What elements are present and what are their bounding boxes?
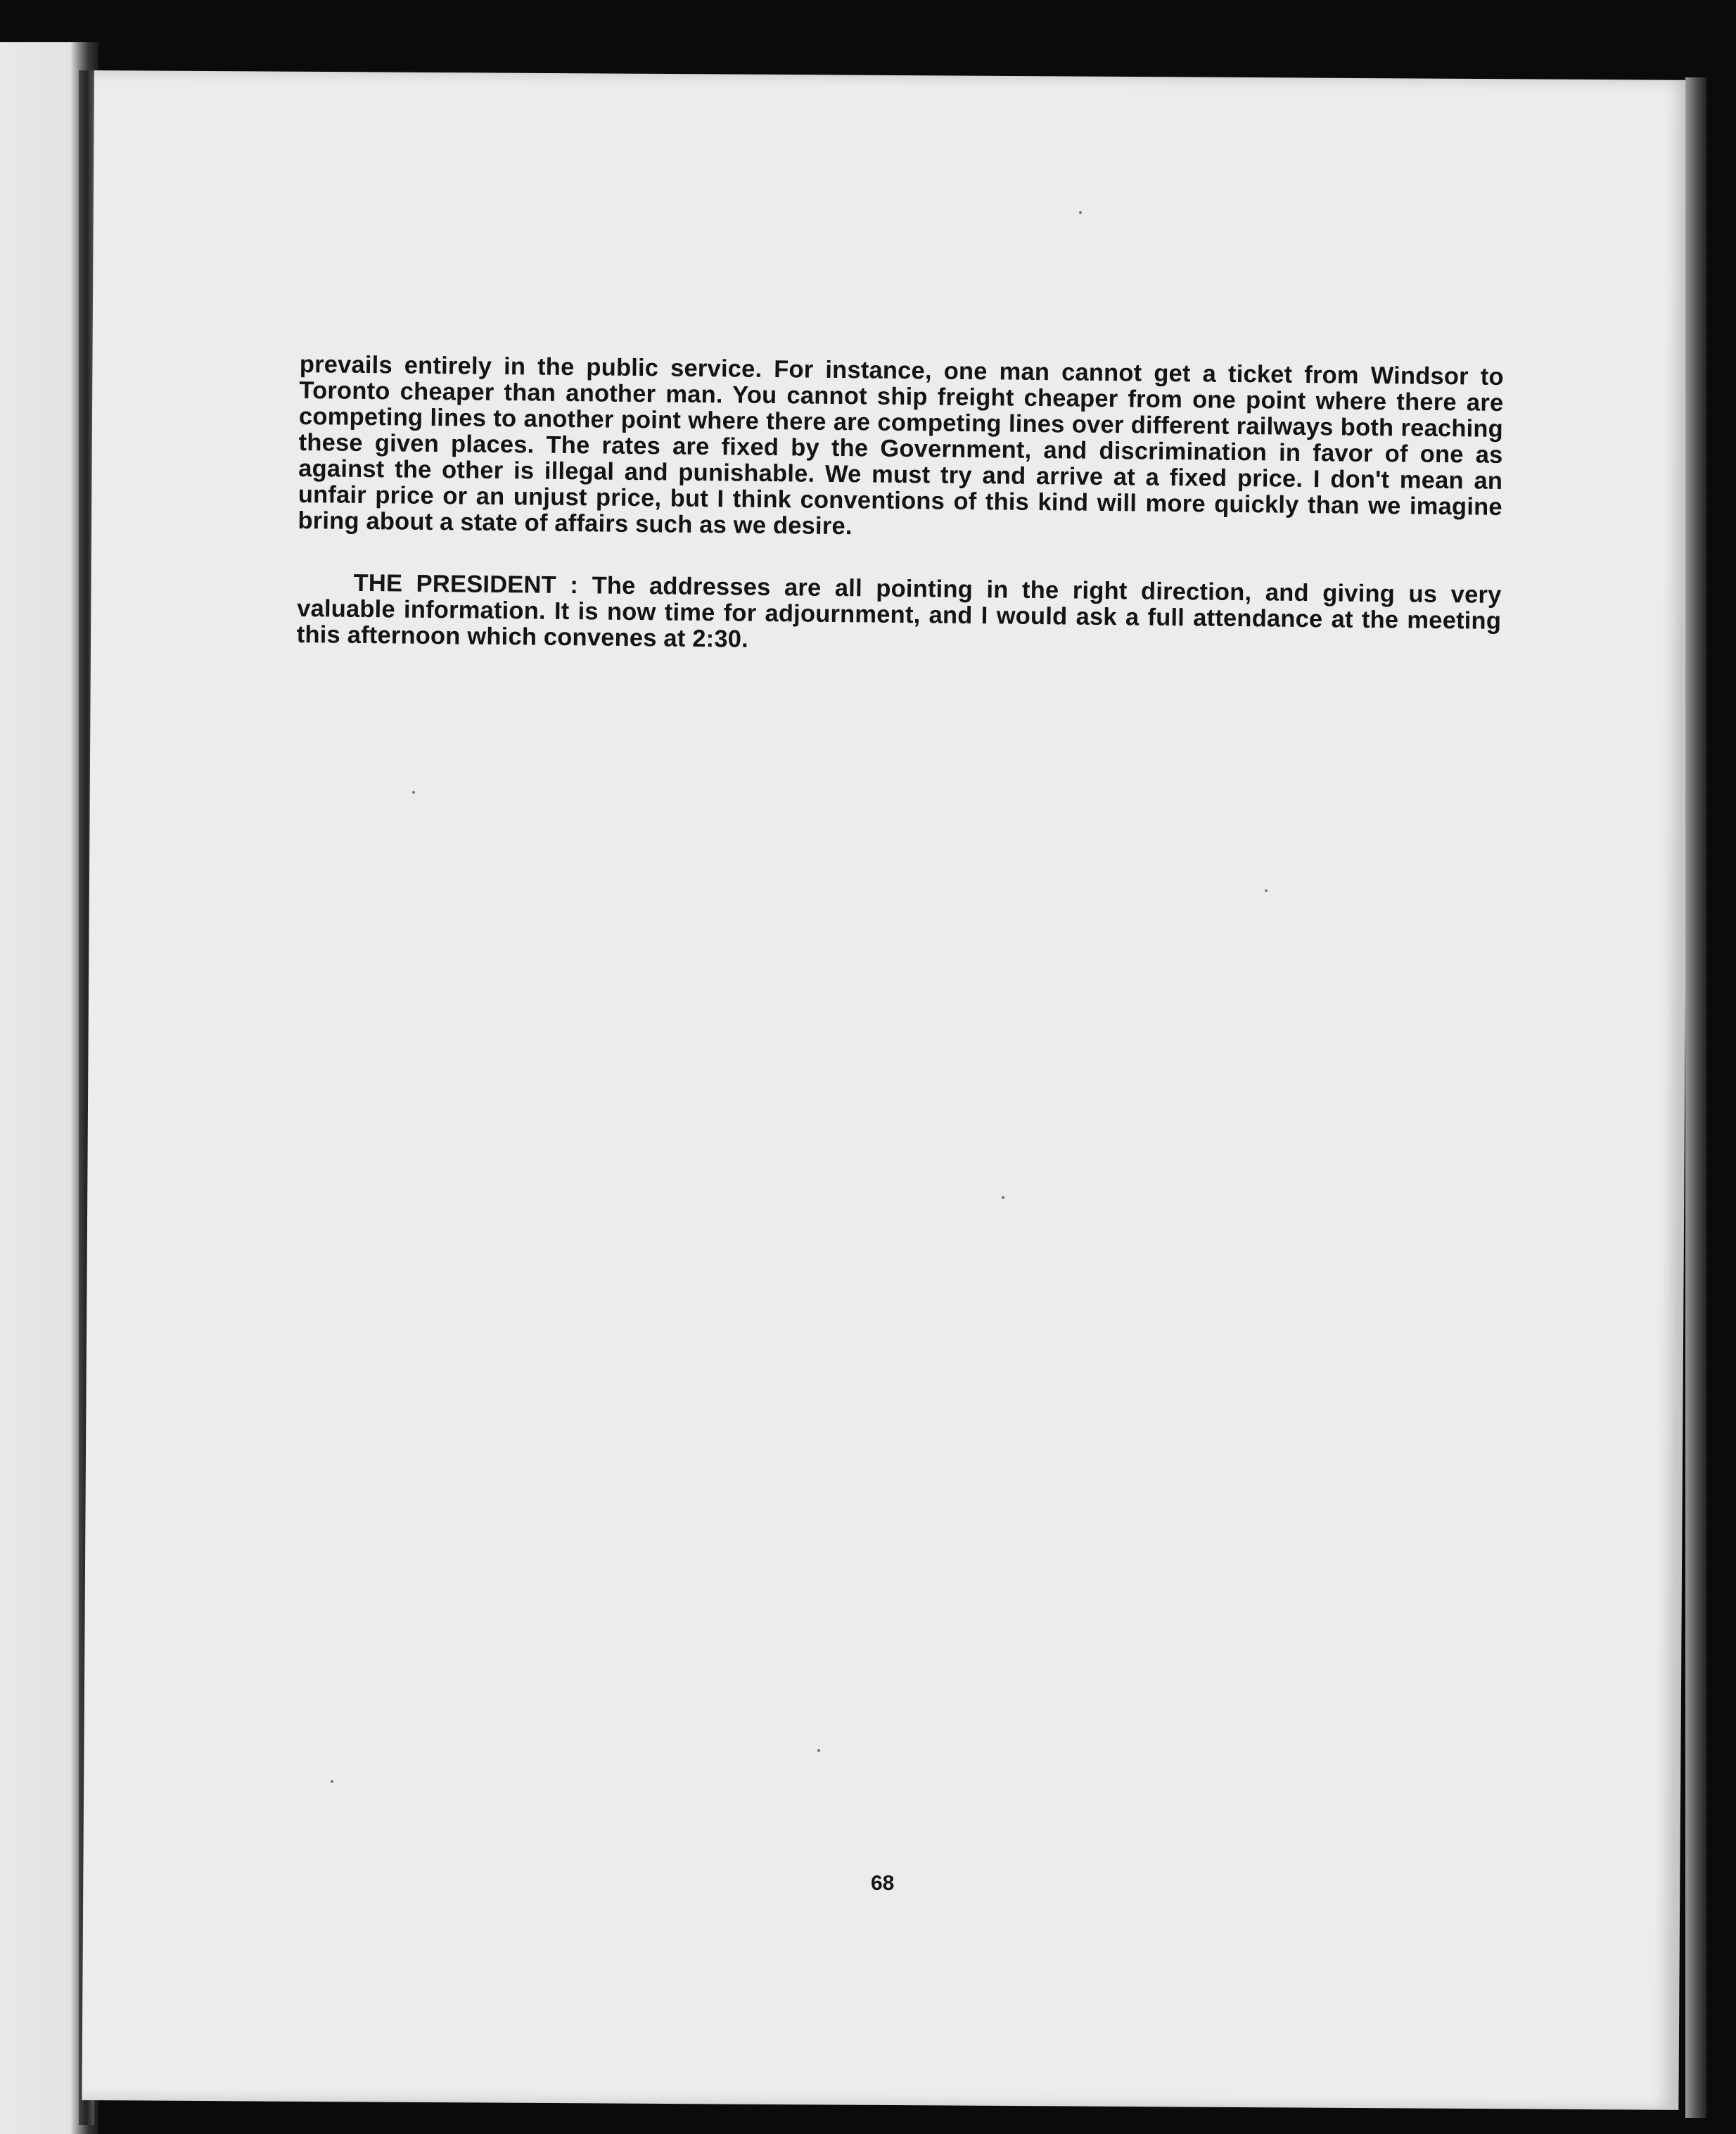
page-number: 68	[871, 1872, 895, 1895]
paragraph-1: prevails entirely in the public service. For instance, one man cannot get a ticket from Windsor to Toronto cheaper than another man. You cannot ship freight cheaper from one point where there are competing lines to another point where there are competing lines over different railways both reaching these given places. The rates are fixed by the Government, and discrimination in favor of one as against the other is illegal and punishable. We must try and arrive at a fixed price. I don't mean an unfair price or an unjust price, but I think conventions of this kind will more quickly than we imagine bring about a state of affairs such as we desire.	[298, 351, 1504, 540]
scan-speck	[412, 791, 415, 794]
scan-speck	[817, 1749, 820, 1752]
paragraph-2: THE PRESIDENT : The addresses are all pointing in the right direction, and giving us very valuable information. It is now time for adjournment, and I would ask a full attendance at the meeting this afternoon which convenes at 2:30.	[296, 569, 1502, 653]
scan-speck	[1002, 1196, 1004, 1199]
scan-speck	[1265, 889, 1268, 892]
scan-speck	[1079, 211, 1082, 214]
body-text	[297, 352, 1504, 661]
scan-speck	[331, 1780, 333, 1783]
page-right-edge	[1685, 77, 1706, 2118]
